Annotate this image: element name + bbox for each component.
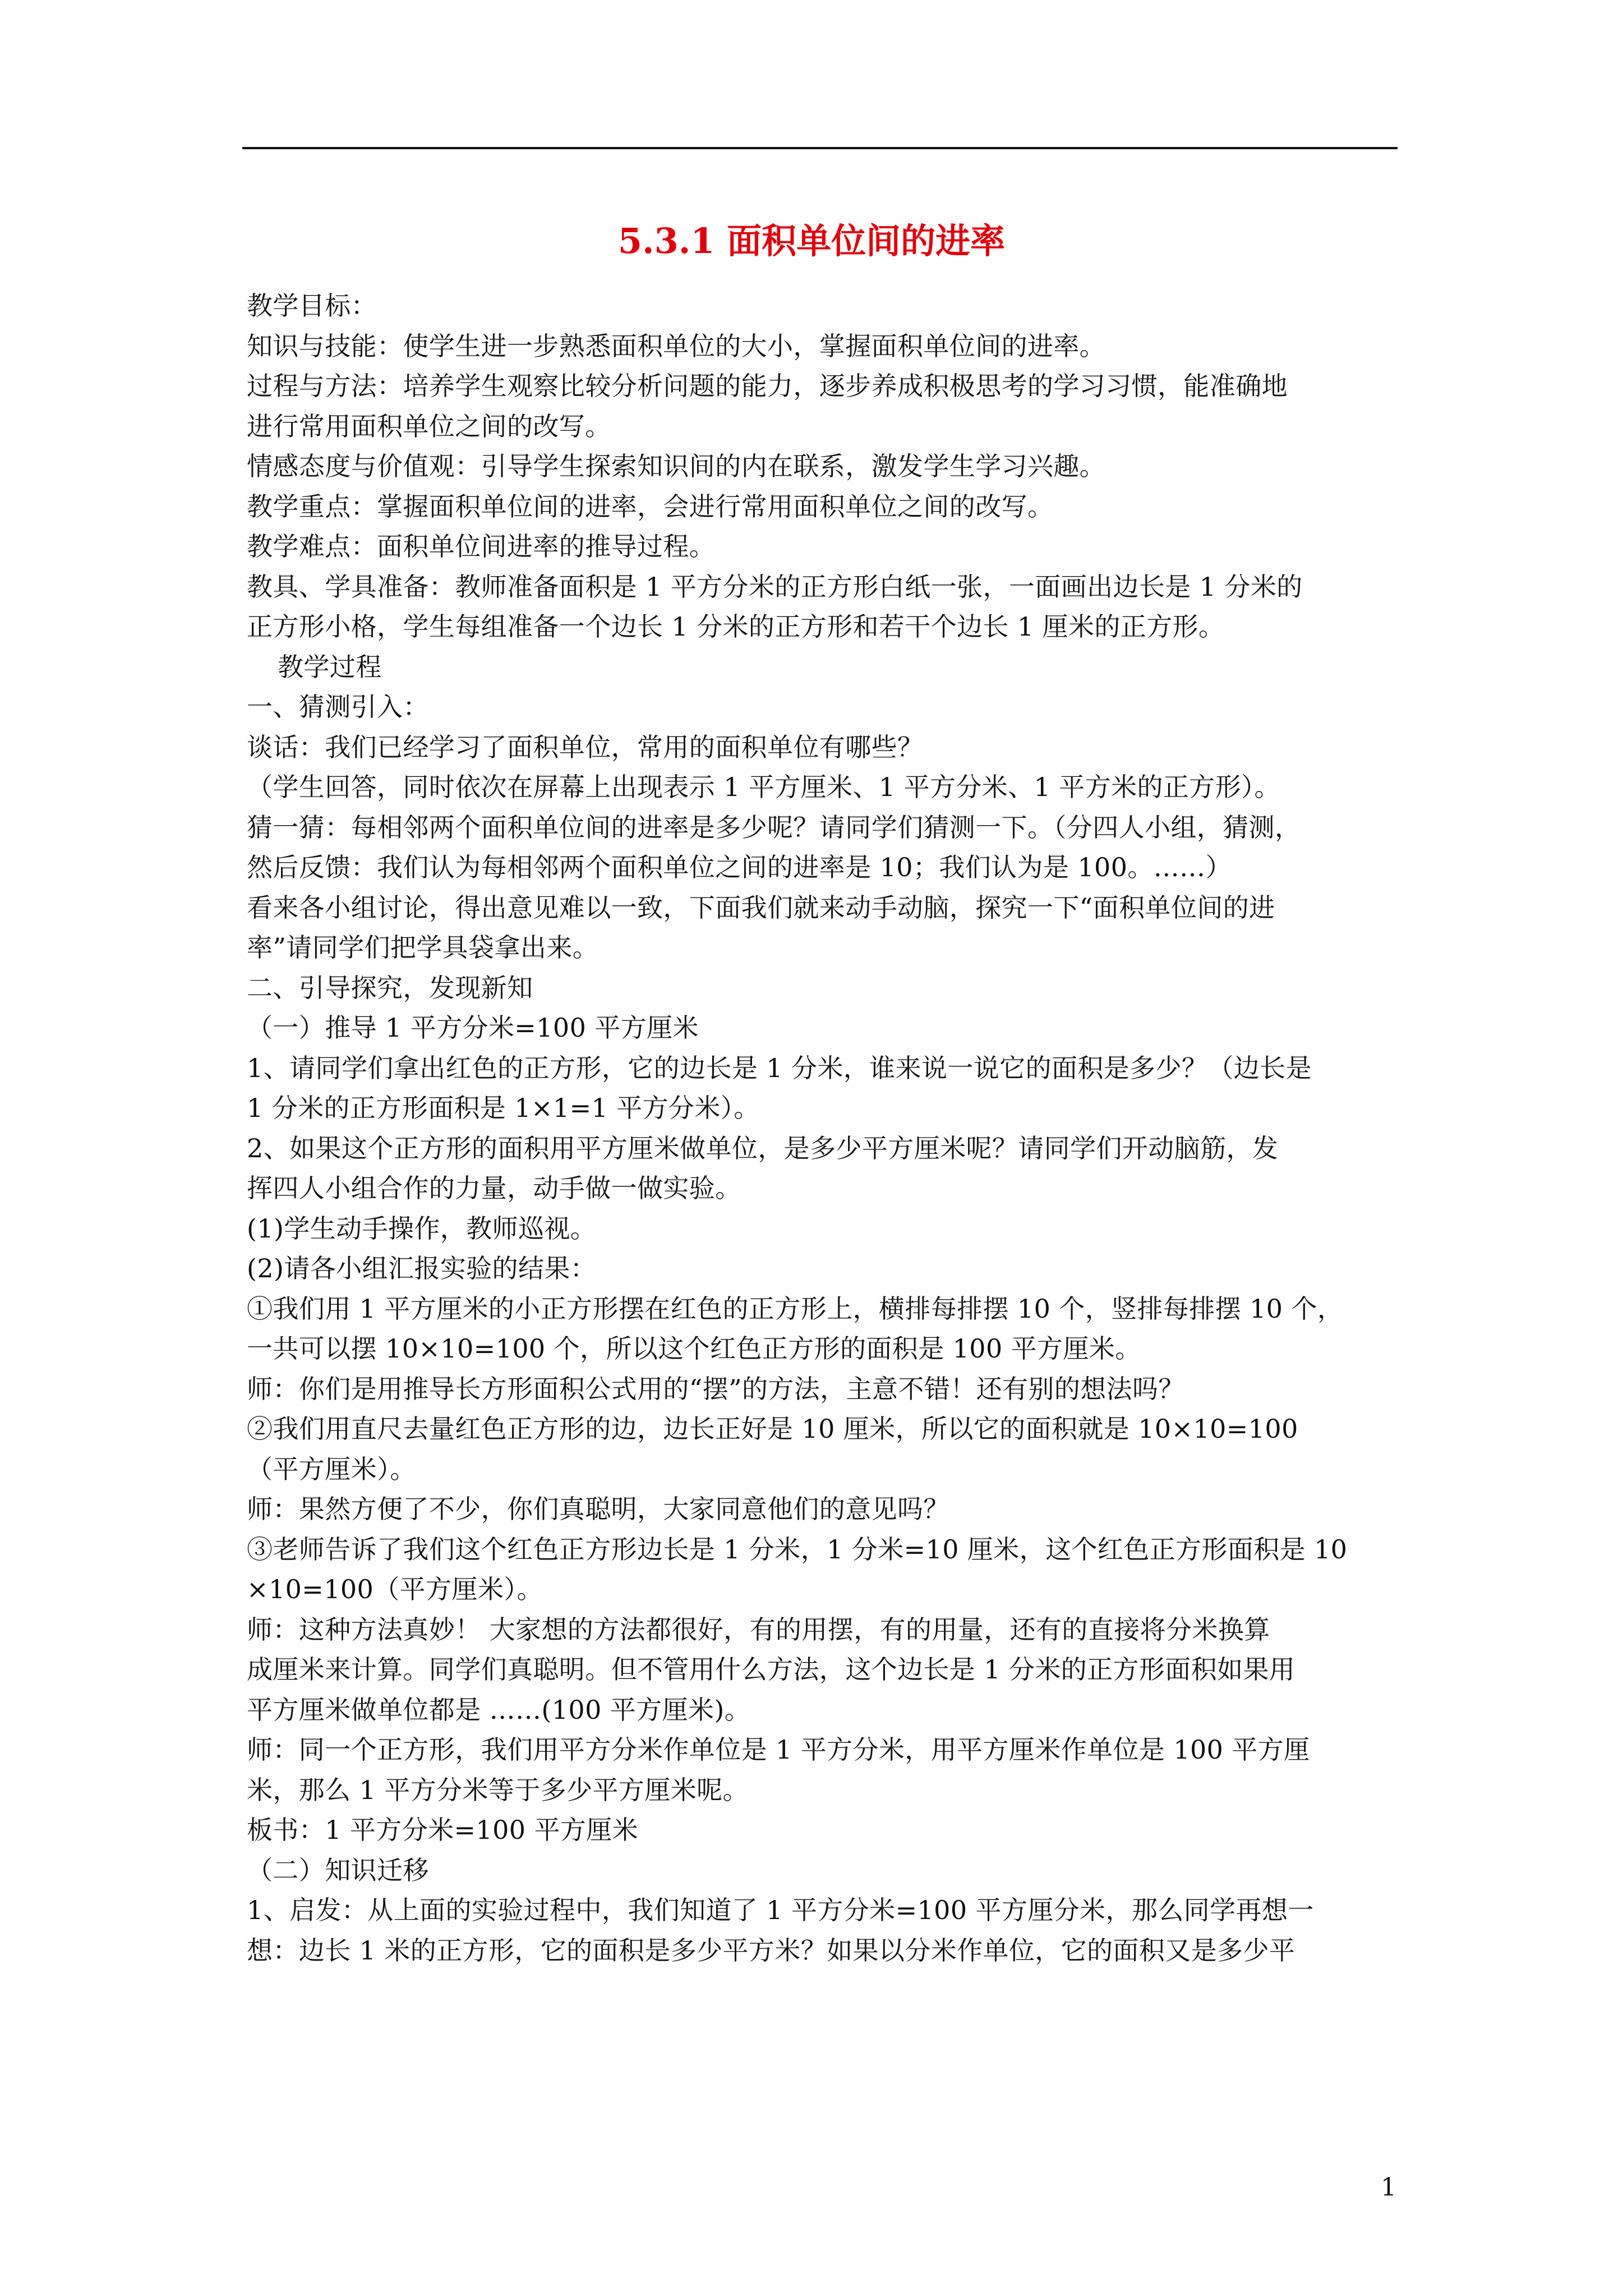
text-line: (2)请各小组汇报实验的结果： <box>247 1253 597 1283</box>
text-line: 谈话：我们已经学习了面积单位，常用的面积单位有哪些？ <box>247 731 924 762</box>
text-line: 正方形小格，学生每组准备一个边长 1 分米的正方形和若干个边长 1 厘米的正方形。 <box>247 611 1225 642</box>
text-line: (1)学生动手操作，教师巡视。 <box>247 1213 597 1244</box>
section-heading: 教学过程 <box>278 651 382 682</box>
text-line: 知识与技能：使学生进一步熟悉面积单位的大小，掌握面积单位间的进率。 <box>247 330 1106 361</box>
text-line: 一共可以摆 10×10=100 个，所以这个红色正方形的面积是 100 平方厘米。 <box>247 1333 1141 1364</box>
text-line: ×10=100（平方厘米）。 <box>247 1574 543 1604</box>
header-rule <box>242 147 1398 149</box>
text-line: 教学目标： <box>247 291 377 321</box>
subsection-heading: （二）知识迁移 <box>247 1855 429 1885</box>
text-line: 师：果然方便了不少，你们真聪明，大家同意他们的意见吗？ <box>247 1494 949 1524</box>
section-heading: 一、猜测引入： <box>247 692 429 722</box>
text-line: （学生回答，同时依次在屏幕上出现表示 1 平方厘米、1 平方分米、1 平方米的正方形）。 <box>247 772 1280 802</box>
text-line: 然后反馈：我们认为每相邻两个面积单位之间的进率是 10；我们认为是 100。……） <box>247 852 1232 882</box>
text-line: 教学难点：面积单位间进率的推导过程。 <box>247 531 716 562</box>
text-line: 成厘米来计算。同学们真聪明。但不管用什么方法，这个边长是 1 分米的正方形面积如果用 <box>247 1654 1295 1685</box>
text-line: 2、如果这个正方形的面积用平方厘米做单位，是多少平方厘米呢？请同学们开动脑筋，发 <box>247 1133 1279 1163</box>
subsection-heading: （一）推导 1 平方分米=100 平方厘米 <box>247 1013 699 1043</box>
text-line: ①我们用 1 平方厘米的小正方形摆在红色的正方形上，横排每排摆 10 个，竖排每排摆 10 个， <box>247 1293 1344 1324</box>
text-line: 教具、学具准备：教师准备面积是 1 平方分米的正方形白纸一张，一面画出边长是 1 分米的 <box>247 571 1303 602</box>
section-heading: 二、引导探究，发现新知 <box>247 972 533 1003</box>
text-line: 进行常用面积单位之间的改写。 <box>247 411 611 441</box>
text-line: 率”请同学们把学具袋拿出来。 <box>247 932 599 963</box>
text-line: ③老师告诉了我们这个红色正方形边长是 1 分米，1 分米=10 厘米，这个红色正方形面积是 10 <box>247 1534 1348 1565</box>
text-line: 过程与方法：培养学生观察比较分析问题的能力，逐步养成积极思考的学习习惯，能准确地 <box>247 371 1288 401</box>
text-line: 师：你们是用推导长方形面积公式用的“摆”的方法，主意不错！还有别的想法吗？ <box>247 1373 1184 1404</box>
text-line: 1、请同学们拿出红色的正方形，它的边长是 1 分米，谁来说一说它的面积是多少？（边长是 <box>247 1052 1312 1083</box>
text-line: 教学重点：掌握面积单位间的进率，会进行常用面积单位之间的改写。 <box>247 491 1054 522</box>
text-line: 看来各小组讨论，得出意见难以一致，下面我们就来动手动脑，探究一下“面积单位间的进 <box>247 892 1275 923</box>
text-line: 米，那么 1 平方分米等于多少平方厘米呢。 <box>247 1774 749 1805</box>
text-line: 师：同一个正方形，我们用平方分米作单位是 1 平方分米，用平方厘米作单位是 100 平方厘 <box>247 1734 1310 1765</box>
text-line: 挥四人小组合作的力量，动手做一做实验。 <box>247 1173 741 1203</box>
text-line: 板书：1 平方分米=100 平方厘米 <box>247 1815 639 1845</box>
document-body <box>247 286 1402 1971</box>
text-line: 情感态度与价值观：引导学生探索知识间的内在联系，激发学生学习兴趣。 <box>247 451 1106 481</box>
text-line: 想：边长 1 米的正方形，它的面积是多少平方米？如果以分米作单位，它的面积又是多少平 <box>247 1935 1295 1966</box>
text-line: 1、启发：从上面的实验过程中，我们知道了 1 平方分米=100 平方厘分米，那么同学再想一 <box>247 1895 1314 1925</box>
page-number: 1 <box>1381 2173 1396 2202</box>
text-line: 猜一猜：每相邻两个面积单位间的进率是多少呢？请同学们猜测一下。（分四人小组，猜测， <box>247 812 1301 843</box>
text-line: 平方厘米做单位都是 ……(100 平方厘米)。 <box>247 1694 751 1725</box>
text-line: （平方厘米）。 <box>247 1453 416 1484</box>
page-title: 5.3.1 面积单位间的进率 <box>617 220 1006 261</box>
text-line: 师：这种方法真妙！ 大家想的方法都很好，有的用摆，有的用量，还有的直接将分米换算 <box>247 1614 1270 1645</box>
text-line: 1 分米的正方形面积是 1×1=1 平方分米）。 <box>247 1093 760 1123</box>
text-line: ②我们用直尺去量红色正方形的边，边长正好是 10 厘米，所以它的面积就是 10×10=100 <box>247 1414 1298 1444</box>
